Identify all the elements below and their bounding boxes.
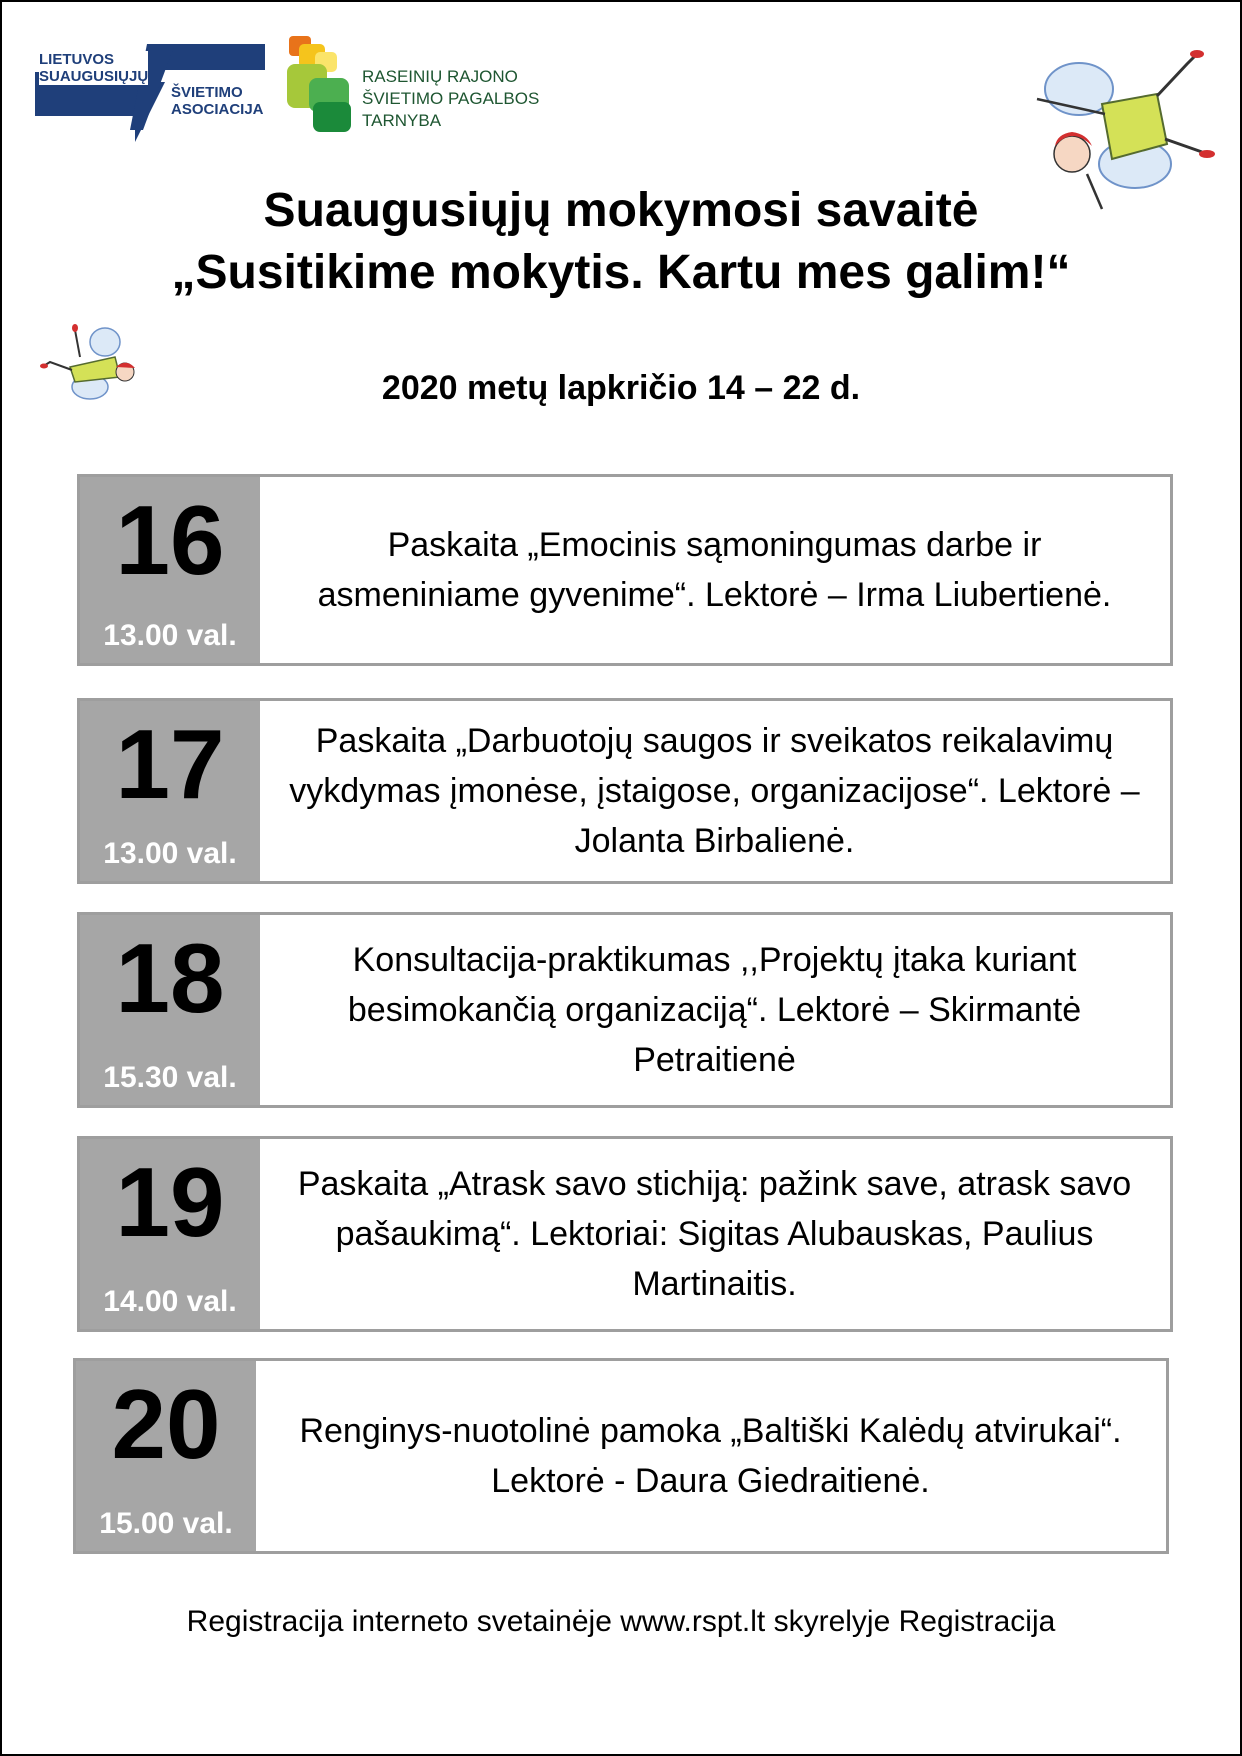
rspt-line1: RASEINIŲ RAJONO [362,67,518,86]
event-time: 14.00 val. [103,1285,237,1318]
event-date-box [80,915,260,1105]
rspt-text [362,66,539,132]
event-card [77,474,1173,666]
event-day: 19 [115,1147,225,1257]
event-card [77,698,1173,884]
rspt-line2: ŠVIETIMO PAGALBOS [362,89,540,108]
rspt-logo [287,34,577,144]
event-time: 13.00 val. [103,619,237,652]
lsa-line2: SUAUGUSIŲJŲ [39,68,149,85]
lsa-line3: ŠVIETIMO [171,84,243,101]
date-range-subtitle: 2020 metų lapkričio 14 – 22 d. [381,369,861,407]
event-time: 13.00 val. [103,837,237,870]
lsa-text-right [171,84,264,118]
title-line-1: Suaugusiųjų mokymosi savaitė [263,184,979,237]
event-date-box [80,701,260,881]
registration-footer: Registracija interneto svetainėje www.rspt.lt skyrelyje Registracija [186,1605,1056,1638]
event-date-box [80,1139,260,1329]
event-card [77,912,1173,1108]
event-description: Paskaita „Emocinis sąmoningumas darbe ir asmeniniame gyvenime“. Lektorė – Irma Liubertienė. [317,526,1112,614]
event-day: 17 [115,709,225,819]
event-description: Renginys-nuotolinė pamoka „Baltiški Kalėdų atvirukai“. Lektorė - Daura Giedraitienė. [299,1412,1122,1500]
event-description: Konsultacija-praktikumas ,,Projektų įtaka kuriant besimokančią organizaciją“. Lektorė – Skirmantė Petraitienė [347,941,1082,1079]
event-description: Paskaita „Darbuotojų saugos ir sveikatos reikalavimų vykdymas įmonėse, įstaigose, organizacijose“. Lektorė – Jolanta Birbalienė. [289,722,1140,860]
rspt-logo-mark [287,34,359,139]
event-time: 15.30 val. [103,1061,237,1094]
event-description: Paskaita „Atrask savo stichiją: pažink save, atrask savo pašaukimą“. Lektoriai: Sigitas Alubauskas, Paulius Martinaitis. [297,1165,1132,1303]
event-date-box [80,477,260,663]
lsa-text-left [39,51,148,85]
event-card [73,1358,1169,1554]
event-day: 16 [115,485,225,595]
lsa-line1: LIETUVOS [39,51,115,68]
rspt-line3: TARNYBA [362,111,442,130]
lsa-logo [35,44,265,144]
event-day: 18 [115,923,225,1033]
event-time: 15.00 val. [99,1507,233,1540]
lsa-line4: ASOCIACIJA [171,101,264,118]
title-line-2: „Susitikime mokytis. Kartu mes galim!“ [171,246,1071,299]
page-title [2,180,1240,304]
event-date-box [76,1361,256,1551]
event-card [77,1136,1173,1332]
event-day: 20 [111,1369,221,1479]
